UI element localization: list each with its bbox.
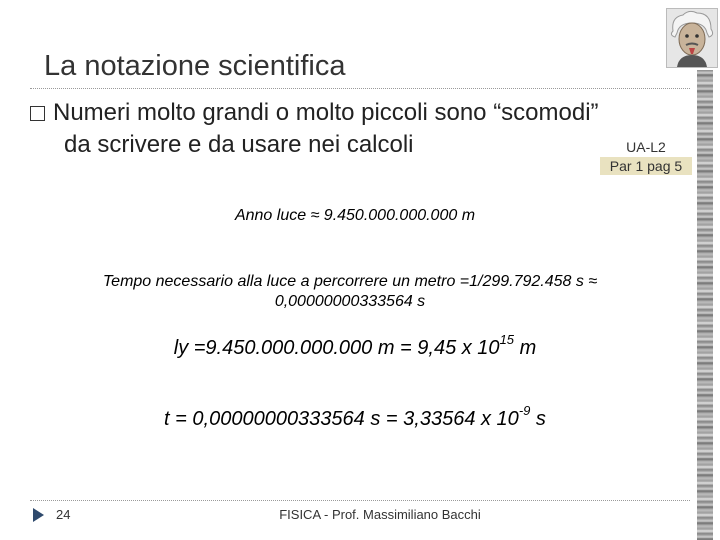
ly-main: ly =9.450.000.000.000 m = 9,45 x 10	[173, 337, 500, 359]
reference-code: UA-L2	[626, 139, 666, 155]
slide-title: La notazione scientifica	[44, 50, 346, 82]
t-unit: s	[530, 408, 546, 430]
footer-text: FISICA - Prof. Massimiliano Bacchi	[279, 507, 481, 522]
ly-exponent: 15	[499, 332, 515, 348]
ly-unit: m	[514, 337, 537, 359]
tempo-line-1: Tempo necessario alla luce a percorrere un metro =1/299.792.458 s ≈	[102, 273, 598, 290]
time-equation	[0, 403, 710, 431]
bullet-line-2: da scrivere e da usare nei calcoli	[64, 131, 414, 158]
page-number: 24	[56, 507, 71, 522]
tempo-text	[40, 272, 660, 312]
tempo-line-2: 0,00000000333564 s	[274, 293, 426, 310]
light-year-equation	[0, 332, 710, 360]
t-exponent: -9	[518, 403, 531, 419]
reference-page: Par 1 pag 5	[600, 157, 692, 175]
portrait-photo-icon	[667, 9, 717, 67]
bullet-line-1: Numeri molto grandi o molto piccoli sono “scomodi”	[53, 99, 599, 126]
checkbox-square-icon	[30, 106, 45, 121]
anno-luce-text: Anno luce ≈ 9.450.000.000.000 m	[234, 207, 476, 224]
title-divider	[30, 88, 690, 89]
t-main: t = 0,00000000333564 s = 3,33564 x 10	[164, 408, 519, 430]
bullet-point	[30, 97, 630, 161]
triangle-right-icon	[33, 508, 44, 522]
footer-divider	[30, 500, 690, 501]
portrait-image	[666, 8, 718, 68]
decorative-side-stripe	[697, 70, 713, 540]
reference-box	[600, 138, 692, 175]
